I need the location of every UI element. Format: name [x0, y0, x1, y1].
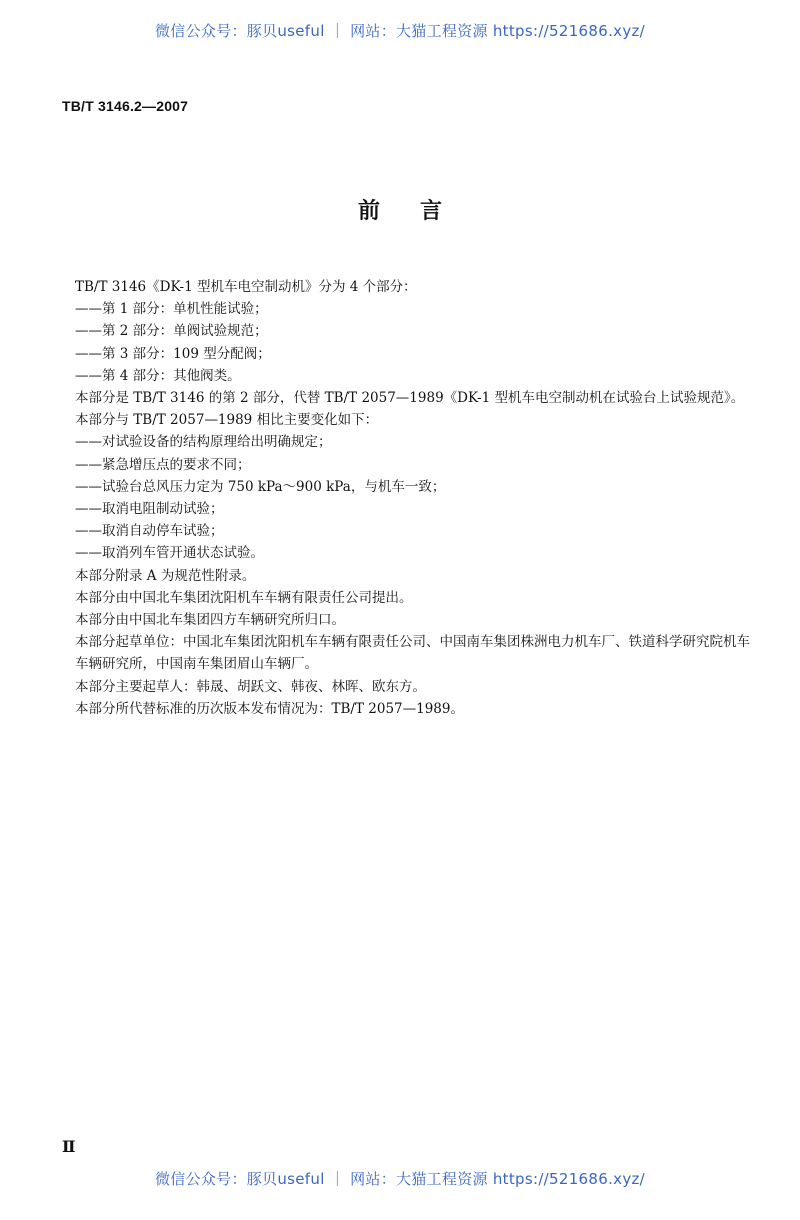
page-title: 前言 — [357, 199, 482, 224]
paragraph: 本部分附录 A 为规范性附录。 — [75, 567, 256, 584]
paragraph: 本部分起草单位：中国北车集团沈阳机车车辆有限责任公司、中国南车集团株洲电力机车厂、铁道科学研究院机车车辆研究所，中国南车集团眉山车辆厂。 — [75, 634, 750, 673]
list-item: ——取消电阻制动试验； — [75, 501, 224, 518]
list-item: ——紧急增压点的要求不同； — [75, 456, 251, 473]
standard-code: TB/T 3146.2—2007 — [62, 98, 189, 114]
foreword-body — [60, 276, 750, 720]
paragraph: 本部分由中国北车集团四方车辆研究所归口。 — [75, 612, 345, 629]
list-item: ——试验台总风压力定为 750 kPa～900 kPa，与机车一致； — [75, 478, 446, 495]
list-item: ——第 2 部分：单阀试验规范； — [75, 323, 268, 340]
list-item: ——第 4 部分：其他阀类。 — [75, 367, 241, 384]
watermark-bottom: 微信公众号：豚贝useful ｜ 网站：大猫工程资源 https://521686.xyz/ — [154, 1170, 646, 1188]
paragraph: 本部分是 TB/T 3146 的第 2 部分，代替 TB/T 2057—1989《DK-1 型机车电空制动机在试验台上试验规范》。 — [75, 390, 745, 407]
list-item: ——第 3 部分：109 型分配阀； — [75, 345, 271, 362]
watermark-top: 微信公众号：豚贝useful ｜ 网站：大猫工程资源 https://521686.xyz/ — [154, 22, 646, 40]
paragraph: 本部分主要起草人：韩晟、胡跃文、韩夜、林晖、欧东方。 — [75, 678, 426, 695]
paragraph: 本部分由中国北车集团沈阳机车车辆有限责任公司提出。 — [75, 589, 413, 606]
list-item: ——取消自动停车试验； — [75, 523, 224, 540]
paragraph: 本部分所代替标准的历次版本发布情况为：TB/T 2057—1989。 — [75, 700, 464, 717]
list-item: ——对试验设备的结构原理给出明确规定； — [75, 434, 332, 451]
list-item: ——第 1 部分：单机性能试验； — [75, 301, 268, 318]
page-number: Ⅱ — [62, 1137, 76, 1156]
list-item: ——取消列车管开通状态试验。 — [75, 545, 264, 562]
paragraph: 本部分与 TB/T 2057—1989 相比主要变化如下： — [75, 412, 379, 429]
paragraph: TB/T 3146《DK-1 型机车电空制动机》分为 4 个部分： — [75, 279, 417, 295]
